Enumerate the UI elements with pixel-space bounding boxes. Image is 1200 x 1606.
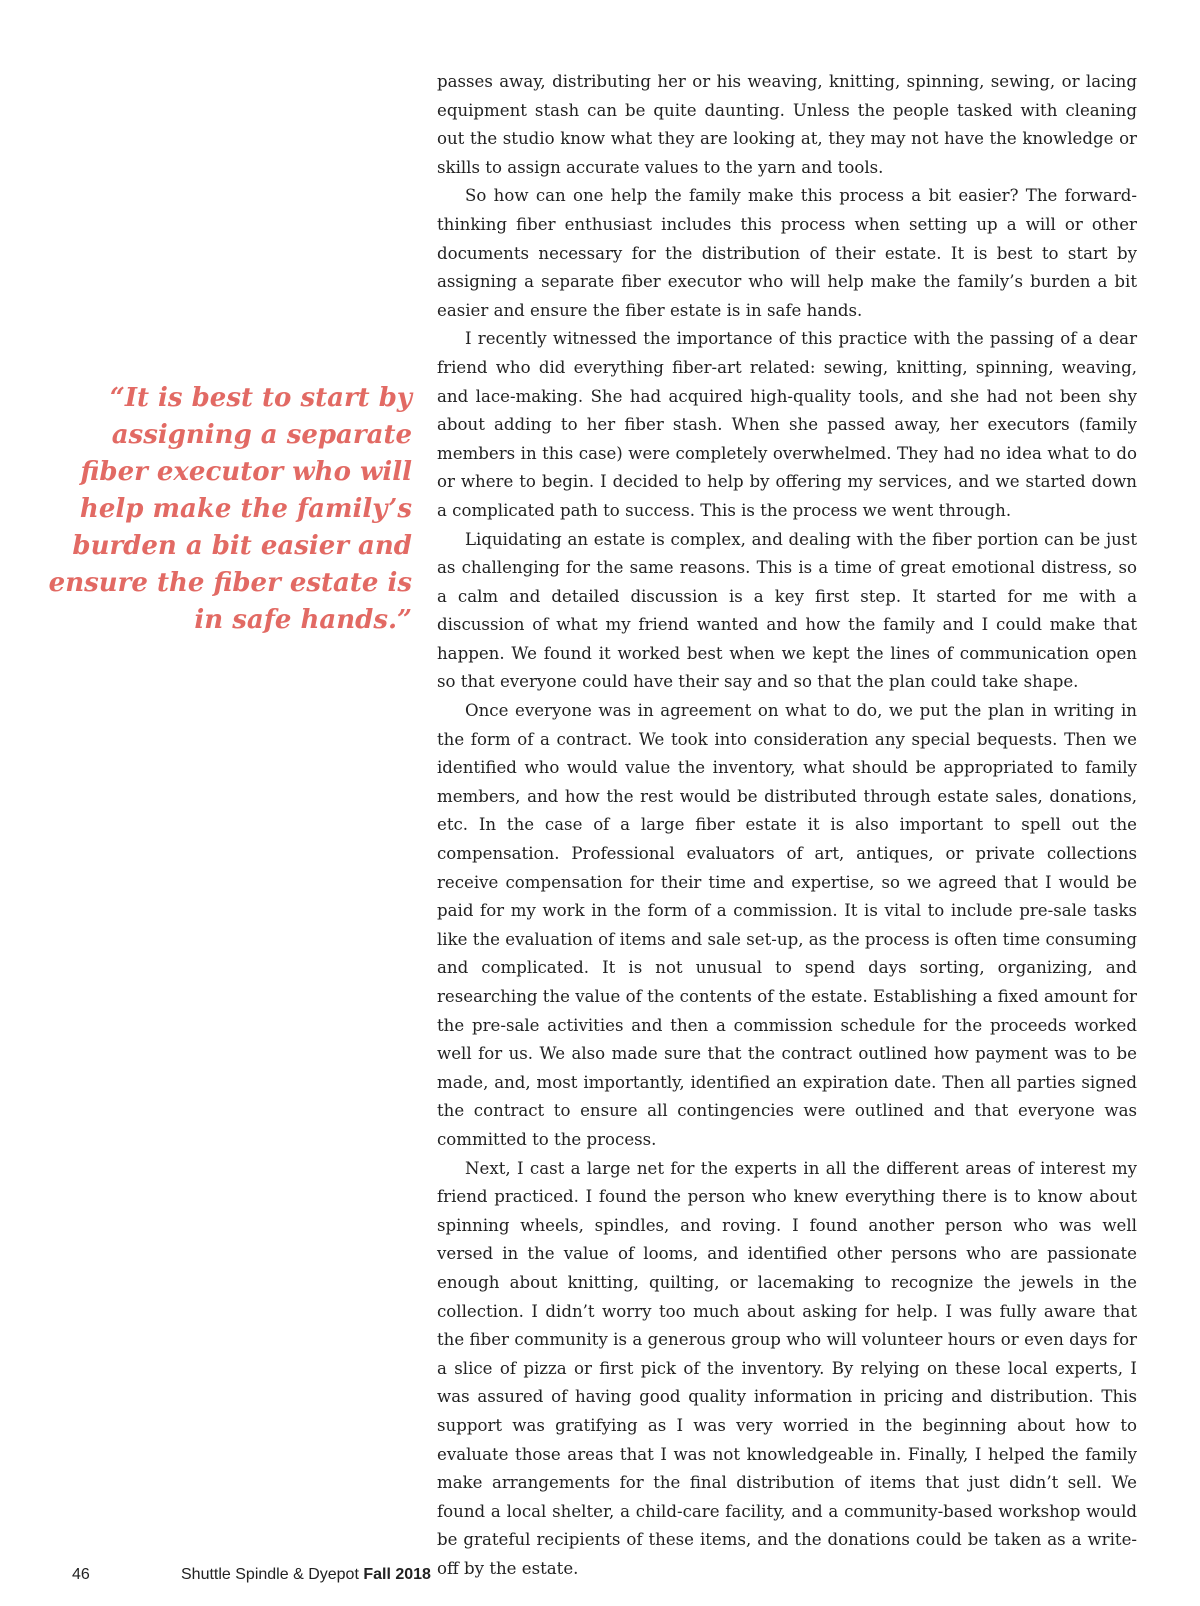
article-paragraph: passes away, distributing her or his weaving, knitting, spinning, sewing, or lacing equipment stash can be quite daunting. Unless the people tasked with cleaning out the studio know what they are looking at, they may not have the knowledge or skills to assign accurate values to the yarn and tools. (437, 72, 1137, 177)
publication-info (181, 1566, 431, 1584)
article-paragraph: Liquidating an estate is complex, and dealing with the fiber portion can be just as challenging for the same reasons. This is a time of great emotional distress, so a calm and detailed discussion is a key first step. It started for me with a discussion of what my friend wanted and how the family and I could make that happen. We found it worked best when we kept the lines of communication open so that everyone could have their say and so that the plan could take shape. (437, 529, 1137, 692)
issue-label: Fall 2018 (363, 1566, 431, 1583)
publication-title: Shuttle Spindle & Dyepot (181, 1566, 359, 1583)
article-paragraph: I recently witnessed the importance of this practice with the passing of a dear friend who did everything fiber-art related: sewing, knitting, spinning, weaving, and lace-making. She had acquired high-quality tools, and she had not been shy about adding to her fiber stash. When she passed away, her executors (family members in this case) were completely overwhelmed. They had no idea what to do or where to begin. I decided to help by offering my services, and we started down a complicated path to success. This is the process we went through. (437, 329, 1137, 520)
article-paragraph: So how can one help the family make this process a bit easier? The forward-thinking fiber enthusiast includes this process when setting up a will or other documents necessary for the distribution of their estate. It is best to start by assigning a separate fiber executor who will help make the family’s burden a bit easier and ensure the fiber estate is in safe hands. (437, 186, 1137, 320)
article-paragraph: Once everyone was in agreement on what to do, we put the plan in writing in the form of a contract. We took into consideration any special bequests. Then we identified who would value the inventory, what should be appropriated to family members, and how the rest would be distributed through estate sales, donations, etc. In the case of a large fiber estate it is also important to spell out the compensation. Professional evaluators of art, antiques, or private collections receive compensation for their time and expertise, so we agreed that I would be paid for my work in the form of a commission. It is vital to include pre-sale tasks like the evaluation of items and sale set-up, as the process is often time consuming and complicated. It is not unusual to spend days sorting, organizing, and researching the value of the contents of the estate. Establishing a fixed amount for the pre-sale activities and then a commission schedule for the proceeds worked well for us. We also made sure that the contract outlined how payment was to be made, and, most importantly, identified an expiration date. Then all parties signed the contract to ensure all contingencies were outlined and that everyone was committed to the process. (437, 701, 1137, 1149)
article-body (437, 68, 1137, 1583)
article-paragraph: Next, I cast a large net for the experts in all the different areas of interest my friend practiced. I found the person who knew everything there is to know about spinning wheels, spindles, and roving. I found another person who was well versed in the value of looms, and identified other persons who are passionate enough about knitting, quilting, or lacemaking to recognize the jewels in the collection. I didn’t worry too much about asking for help. I was fully aware that the fiber community is a generous group who will volunteer hours or even days for a slice of pizza or first pick of the inventory. By relying on these local experts, I was assured of having good quality information in pricing and distribution. This support was gratifying as I was very worried in the beginning about how to evaluate those areas that I was not knowledgeable in. Finally, I helped the family make arrangements for the final distribution of items that just didn’t sell. We found a local shelter, a child-care facility, and a community-based workshop would be grateful recipients of these items, and the donations could be taken as a write-off by the estate. (437, 1158, 1137, 1578)
page-number: 46 (72, 1566, 90, 1583)
pull-quote: “It is best to start by assigning a separate fiber executor who will help make the family’s burden a bit easier and ensure the fiber estate is in safe hands.” (48, 383, 412, 635)
